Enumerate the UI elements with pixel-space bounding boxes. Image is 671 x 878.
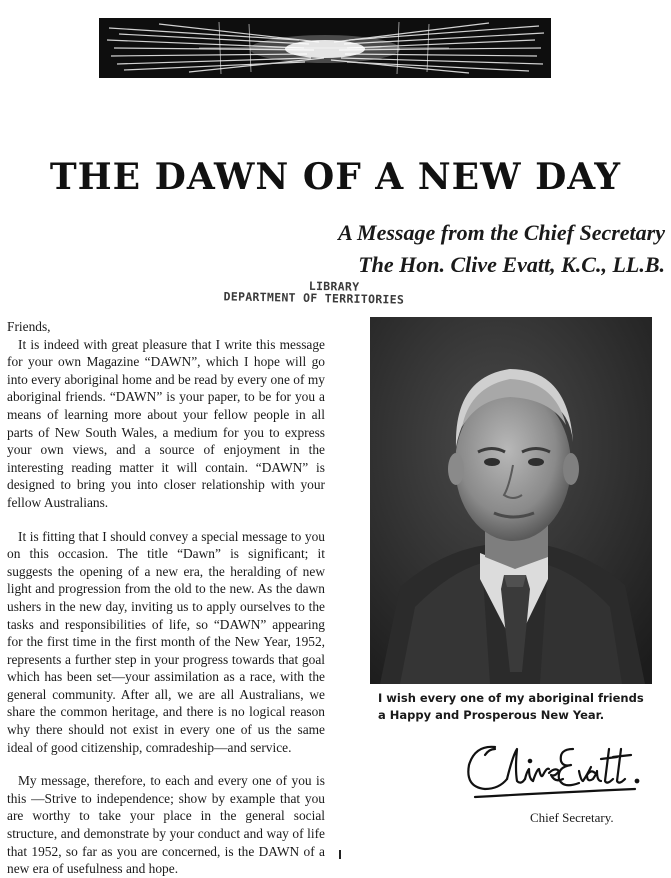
- subtitle-author: The Hon. Clive Evatt, K.C., LL.B.: [358, 252, 665, 277]
- photo-caption: [378, 690, 658, 724]
- letter-paragraph-1: It is indeed with great pleasure that I write this message for your own Magazine “DAWN”, which I hope will go into every aboriginal home and be read by every one of my aboriginal friends. “DAWN” is your paper, to be for you a means of learning more about your fellow people in all parts of New South Wales, a medium for you to express your own views, and a source of enjoyment in the interesting reading matter it will contain. “DAWN” is designed to bring you into closer relationship with your fellow Australians.: [7, 336, 325, 510]
- letter-body: [7, 318, 325, 878]
- library-stamp: [196, 278, 432, 306]
- signature-image: [455, 735, 645, 805]
- signature-title: Chief Secretary.: [530, 810, 614, 825]
- subtitle-message-from: A Message from the Chief Secretary: [338, 220, 665, 245]
- salutation: Friends,: [7, 319, 51, 334]
- stamp-line-library: LIBRARY: [308, 278, 360, 294]
- portrait-photo: [370, 317, 652, 684]
- letter-paragraph-3: My message, therefore, to each and every one of you is this —Strive to independence; show by example that you are worthy to take your place in the general social structure, and demonstrate by your conduct and way of life that 1952, so far as you are concerned, is the DAWN of a new era of usefulness and hope.: [7, 773, 325, 877]
- letter-paragraph-2: It is fitting that I should convey a special message to you on this occasion. The title “Dawn” is significant; it suggests the opening of a new era, the heralding of new light and progression from the old to the new. As the dawn ushers in the new day, inviting us to apply ourselves to the tasks and responsibilities of life, so “DAWN” appearing for the first time in the first month of the New Year, 1952, represents a further step in your progress towards that goal which has been set—your assimilation as a race, with the general community. After all, we are all Australians, we share the common heritage, and there is no logical reason why there should not exist in every one of us the same ideal of good citizenship, comradeship—and service.: [7, 528, 325, 755]
- headline: THE DAWN OF A NEW DAY: [49, 156, 622, 198]
- page-mark: [339, 850, 341, 859]
- caption-line-2: a Happy and Prosperous New Year.: [378, 708, 605, 722]
- caption-line-1: I wish every one of my aboriginal friends: [378, 691, 644, 705]
- stamp-line-department: DEPARTMENT OF TERRITORIES: [223, 289, 405, 307]
- dawn-banner-graphic: [99, 18, 551, 78]
